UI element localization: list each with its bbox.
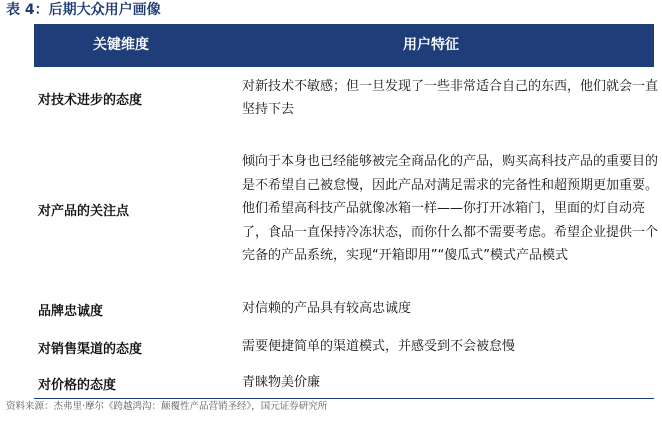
row-dimension: 对销售渠道的态度 xyxy=(38,341,143,357)
row-dimension: 对产品的关注点 xyxy=(38,203,130,219)
table-bottom-rule xyxy=(34,398,654,399)
table-row xyxy=(34,294,654,324)
row-feature: 需要便捷简单的渠道模式，并感受到不会被怠慢 xyxy=(242,339,516,355)
table-header xyxy=(34,24,654,66)
row-dimension: 对技术进步的态度 xyxy=(38,92,143,108)
header-feature: 用户特征 xyxy=(403,37,459,53)
row-dimension: 品牌忠诚度 xyxy=(38,303,104,319)
row-dimension: 对价格的态度 xyxy=(38,377,117,393)
row-feature: 青睐物美价廉 xyxy=(242,375,321,391)
row-feature: 对新技术不敏感；但一旦发现了一些非常适合自己的东西，他们就会一直坚持下去 xyxy=(242,78,659,117)
table-row xyxy=(34,368,654,398)
table-title: 表 4：后期大众用户画像 xyxy=(6,2,161,18)
row-feature: 倾向于本身也已经能够被完全商品化的产品，购买高科技产品的重要目的是不希望自己被怠慢，因此产品对满足需求的完备性和超预期更加重要。他们希望高科技产品就像冰箱一样——你打开冰箱门，里面的灯自动亮了，食品一直保持冷冻状态，而你什么都不需要考虑。希望企业提供一个完备的产品系统，实现“开箱即用”“傻瓜式”模式产品模式 xyxy=(242,154,659,264)
header-dimension: 关键维度 xyxy=(93,37,149,53)
table-row xyxy=(34,130,659,288)
table-row xyxy=(34,70,659,126)
row-feature: 对信赖的产品具有较高忠诚度 xyxy=(242,301,412,317)
header-rule xyxy=(34,66,654,67)
table-row xyxy=(34,332,654,362)
source-note: 资料来源：杰弗里·摩尔《跨越鸿沟：颠覆性产品营销圣经》，国元证券研究所 xyxy=(6,401,328,412)
